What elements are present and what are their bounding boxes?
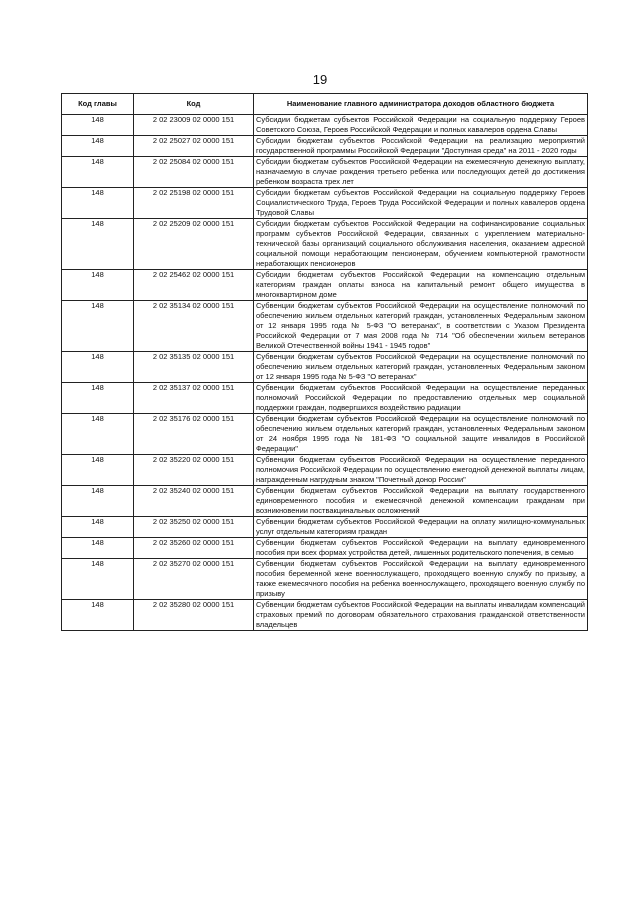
row-description: Субвенции бюджетам субъектов Российской Федерации на оплату жилищно-коммунальных услуг отдельным категориям граждан: [254, 517, 588, 538]
row-chapter-code: 148: [62, 414, 134, 455]
header-code: Код: [134, 94, 254, 115]
table-body: [62, 115, 588, 631]
row-description: Субвенции бюджетам субъектов Российской Федерации на выплату государственного единовременного пособия и ежемесячной денежной компенсации гражданам при возникновении поствакцинальных осложнений: [254, 486, 588, 517]
row-description: Субсидии бюджетам субъектов Российской Федерации на социальную поддержку Героев Советского Союза, Героев Российской Федерации и полных кавалеров ордена Славы: [254, 115, 588, 136]
table-row: [62, 115, 588, 136]
row-description: Субвенции бюджетам субъектов Российской Федерации на осуществление переданных полномочий Российской Федерации по предоставлению отдельных мер социальной поддержки граждан, подвергшихся воздействию радиации: [254, 383, 588, 414]
row-description: Субсидии бюджетам субъектов Российской Федерации на реализацию мероприятий государственной программы Российской Федерации "Доступная среда" на 2011 - 2020 годы: [254, 136, 588, 157]
table-row: [62, 455, 588, 486]
row-description: Субвенции бюджетам субъектов Российской Федерации на выплату единовременного пособия при всех формах устройства детей, лишенных родительского попечения, в семью: [254, 538, 588, 559]
row-budget-code: 2 02 25084 02 0000 151: [134, 157, 254, 188]
row-chapter-code: 148: [62, 136, 134, 157]
row-budget-code: 2 02 35260 02 0000 151: [134, 538, 254, 559]
row-budget-code: 2 02 35280 02 0000 151: [134, 600, 254, 631]
row-description: Субвенции бюджетам субъектов Российской Федерации на выплаты инвалидам компенсаций страховых премий по договорам обязательного страхования гражданской ответственности владельцев: [254, 600, 588, 631]
row-chapter-code: 148: [62, 157, 134, 188]
row-description: Субвенции бюджетам субъектов Российской Федерации на осуществление полномочий по обеспечению жильем отдельных категорий граждан, установленных Федеральным законом от 12 января 1995 года № 5-ФЗ "О ветеранах", в соответствии с Указом Президента Российской Федерации от 7 мая 2008 года № 714 "Об обеспечении жильем ветеранов Великой Отечественной войны 1941 - 1945 годов": [254, 301, 588, 352]
row-budget-code: 2 02 23009 02 0000 151: [134, 115, 254, 136]
table-row: [62, 517, 588, 538]
header-administrator-name: Наименование главного администратора доходов областного бюджета: [254, 94, 588, 115]
row-chapter-code: 148: [62, 301, 134, 352]
row-budget-code: 2 02 35137 02 0000 151: [134, 383, 254, 414]
row-chapter-code: 148: [62, 600, 134, 631]
row-budget-code: 2 02 35134 02 0000 151: [134, 301, 254, 352]
row-chapter-code: 148: [62, 517, 134, 538]
row-budget-code: 2 02 35270 02 0000 151: [134, 559, 254, 600]
row-description: Субсидии бюджетам субъектов Российской Федерации на компенсацию отдельным категориям граждан оплаты взноса на капитальный ремонт общего имущества в многоквартирном доме: [254, 270, 588, 301]
table-row: [62, 188, 588, 219]
row-budget-code: 2 02 35250 02 0000 151: [134, 517, 254, 538]
row-budget-code: 2 02 25209 02 0000 151: [134, 219, 254, 270]
row-budget-code: 2 02 35135 02 0000 151: [134, 352, 254, 383]
row-chapter-code: 148: [62, 352, 134, 383]
row-chapter-code: 148: [62, 219, 134, 270]
revenue-admin-table: [61, 93, 588, 631]
row-budget-code: 2 02 35176 02 0000 151: [134, 414, 254, 455]
row-description: Субвенции бюджетам субъектов Российской Федерации на осуществление полномочий по обеспечению жильем отдельных категорий граждан, установленных Федеральным законом от 24 ноября 1995 года № 181-ФЗ "О социальной защите инвалидов в Российской Федерации": [254, 414, 588, 455]
table-row: [62, 383, 588, 414]
table-row: [62, 136, 588, 157]
row-chapter-code: 148: [62, 270, 134, 301]
row-budget-code: 2 02 25462 02 0000 151: [134, 270, 254, 301]
table-row: [62, 486, 588, 517]
row-budget-code: 2 02 25198 02 0000 151: [134, 188, 254, 219]
row-description: Субсидии бюджетам субъектов Российской Федерации на ежемесячную денежную выплату, назначаемую в случае рождения третьего ребенка или последующих детей до достижения ребенком возраста трех лет: [254, 157, 588, 188]
table-row: [62, 352, 588, 383]
table-row: [62, 157, 588, 188]
row-chapter-code: 148: [62, 455, 134, 486]
row-description: Субвенции бюджетам субъектов Российской Федерации на осуществление полномочий по обеспечению жильем отдельных категорий граждан, установленных Федеральным законом от 12 января 1995 года № 5-ФЗ "О ветеранах": [254, 352, 588, 383]
table-row: [62, 301, 588, 352]
row-chapter-code: 148: [62, 115, 134, 136]
row-budget-code: 2 02 35240 02 0000 151: [134, 486, 254, 517]
row-chapter-code: 148: [62, 559, 134, 600]
table-row: [62, 219, 588, 270]
row-budget-code: 2 02 35220 02 0000 151: [134, 455, 254, 486]
page-number: 19: [312, 72, 328, 87]
table-row: [62, 414, 588, 455]
row-description: Субсидии бюджетам субъектов Российской Федерации на социальную поддержку Героев Социалистического Труда, Героев Труда Российской Федерации и полных кавалеров ордена Трудовой Славы: [254, 188, 588, 219]
row-description: Субсидии бюджетам субъектов Российской Федерации на софинансирование социальных программ субъектов Российской Федерации, связанных с укреплением материально-технической базы организаций социального обслуживания населения, оказанием адресной социальной помощи неработающим пенсионерам, обучением компьютерной грамотности неработающих пенсионеров: [254, 219, 588, 270]
table-row: [62, 270, 588, 301]
row-description: Субвенции бюджетам субъектов Российской Федерации на выплату единовременного пособия беременной жене военнослужащего, проходящего военную службу по призыву, а также ежемесячного пособия на ребенка военнослужащего, проходящего военную службу по призыву: [254, 559, 588, 600]
table-row: [62, 538, 588, 559]
header-chapter-code: Код главы: [62, 94, 134, 115]
row-chapter-code: 148: [62, 383, 134, 414]
table-row: [62, 559, 588, 600]
row-chapter-code: 148: [62, 188, 134, 219]
row-description: Субвенции бюджетам субъектов Российской Федерации на осуществление переданного полномочия Российской Федерации по осуществлению ежегодной денежной выплаты лицам, награжденным нагрудным знаком "Почетный донор России": [254, 455, 588, 486]
table-row: [62, 600, 588, 631]
row-budget-code: 2 02 25027 02 0000 151: [134, 136, 254, 157]
table-header-row: [62, 94, 588, 115]
row-chapter-code: 148: [62, 486, 134, 517]
row-chapter-code: 148: [62, 538, 134, 559]
